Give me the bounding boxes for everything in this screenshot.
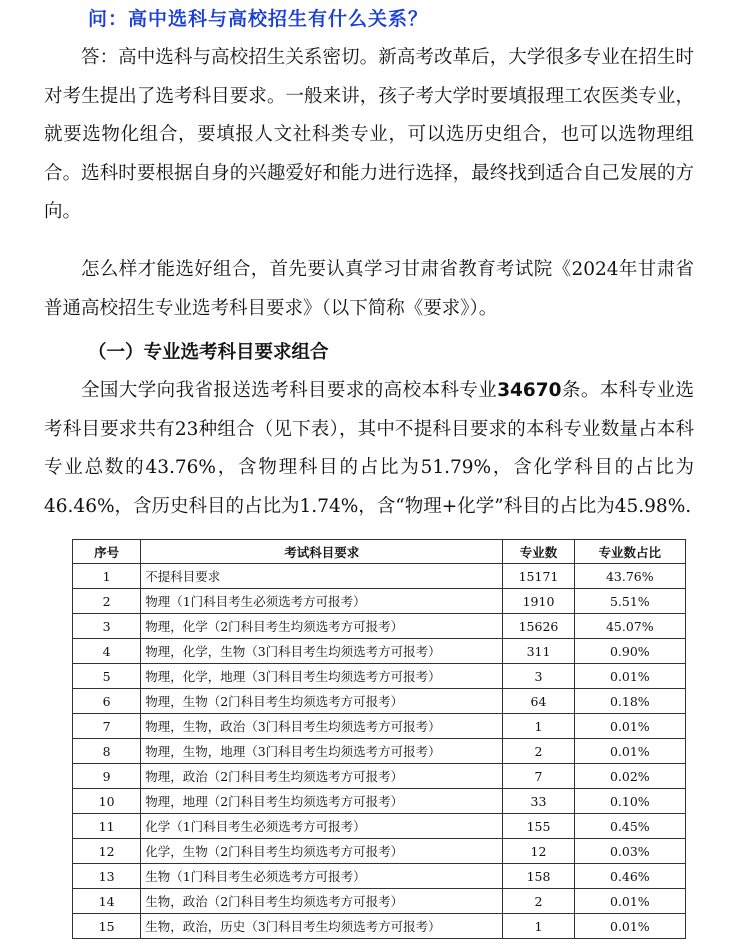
cell-no: 4 bbox=[73, 639, 141, 664]
guidance-paragraph: 怎么样才能选好组合，首先要认真学习甘肃省教育考试院《2024年甘肃省普通高校招生专业选考科目要求》（以下简称《要求》）。 bbox=[44, 259, 694, 319]
header-count: 专业数 bbox=[503, 540, 574, 564]
cell-no: 12 bbox=[73, 839, 141, 864]
cell-no: 8 bbox=[73, 739, 141, 764]
cell-percentage: 0.18% bbox=[574, 689, 685, 714]
statistics-paragraph bbox=[44, 372, 694, 526]
cell-count: 15171 bbox=[503, 564, 574, 589]
question-heading: 问：高中选科与高校招生有什么关系？ bbox=[88, 8, 429, 30]
cell-percentage: 0.10% bbox=[574, 789, 685, 814]
cell-no: 13 bbox=[73, 864, 141, 889]
table-row bbox=[73, 789, 686, 814]
cell-no: 1 bbox=[73, 564, 141, 589]
cell-requirement: 化学，生物（2门科目考生均须选考方可报考） bbox=[141, 839, 503, 864]
cell-requirement: 生物，政治（2门科目考生均须选考方可报考） bbox=[141, 889, 503, 914]
cell-no: 6 bbox=[73, 689, 141, 714]
table-row bbox=[73, 739, 686, 764]
header-percentage: 专业数占比 bbox=[574, 540, 685, 564]
cell-no: 15 bbox=[73, 914, 141, 939]
table-row bbox=[73, 564, 686, 589]
cell-requirement: 物理，生物（2门科目考生均须选考方可报考） bbox=[141, 689, 503, 714]
table-row bbox=[73, 714, 686, 739]
cell-no: 2 bbox=[73, 589, 141, 614]
table-body bbox=[73, 564, 686, 939]
cell-percentage: 0.46% bbox=[574, 864, 685, 889]
cell-percentage: 0.01% bbox=[574, 889, 685, 914]
table-row bbox=[73, 889, 686, 914]
table-row bbox=[73, 864, 686, 889]
cell-count: 64 bbox=[503, 689, 574, 714]
cell-requirement: 化学（1门科目考生必须选考方可报考） bbox=[141, 814, 503, 839]
cell-requirement: 物理，化学（2门科目考生均须选考方可报考） bbox=[141, 614, 503, 639]
cell-no: 10 bbox=[73, 789, 141, 814]
cell-no: 7 bbox=[73, 714, 141, 739]
cell-percentage: 5.51% bbox=[574, 589, 685, 614]
cell-no: 14 bbox=[73, 889, 141, 914]
stats-text-before: 全国大学向我省报送选考科目要求的高校本科专业 bbox=[81, 380, 498, 401]
cell-requirement: 物理，政治（2门科目考生均须选考方可报考） bbox=[141, 764, 503, 789]
cell-count: 2 bbox=[503, 889, 574, 914]
cell-no: 9 bbox=[73, 764, 141, 789]
cell-percentage: 43.76% bbox=[574, 564, 685, 589]
cell-no: 5 bbox=[73, 664, 141, 689]
cell-count: 2 bbox=[503, 739, 574, 764]
cell-requirement: 生物（1门科目考生必须选考方可报考） bbox=[141, 864, 503, 889]
cell-percentage: 45.07% bbox=[574, 614, 685, 639]
cell-percentage: 0.90% bbox=[574, 639, 685, 664]
table-row bbox=[73, 764, 686, 789]
section-title: （一）专业选考科目要求组合 bbox=[88, 342, 329, 363]
cell-percentage: 0.01% bbox=[574, 739, 685, 764]
cell-count: 158 bbox=[503, 864, 574, 889]
cell-requirement: 物理，生物，地理（3门科目考生均须选考方可报考） bbox=[141, 739, 503, 764]
cell-percentage: 0.01% bbox=[574, 664, 685, 689]
table-row bbox=[73, 814, 686, 839]
subject-requirements-table bbox=[72, 539, 686, 939]
table-row bbox=[73, 589, 686, 614]
stats-text-after: 条。本科专业选考科目要求共有23种组合（见下表），其中不提科目要求的本科专业数量占本科专业总数的43.76%，含物理科目的占比为51.79%，含化学科目的占比为46.46%，含历史科目的占比为1.74%，含“物理+化学”科目的占比为45.98%. bbox=[44, 380, 694, 517]
cell-count: 311 bbox=[503, 639, 574, 664]
table-header-row bbox=[73, 540, 686, 564]
cell-requirement: 不提科目要求 bbox=[141, 564, 503, 589]
cell-requirement: 物理，地理（2门科目考生均须选考方可报考） bbox=[141, 789, 503, 814]
cell-count: 33 bbox=[503, 789, 574, 814]
cell-requirement: 物理，化学，生物（3门科目考生均须选考方可报考） bbox=[141, 639, 503, 664]
cell-count: 3 bbox=[503, 664, 574, 689]
header-requirement: 考试科目要求 bbox=[141, 540, 503, 564]
answer-paragraph: 答：高中选科与高校招生关系密切。新高考改革后，大学很多专业在招生时对考生提出了选考科目要求。一般来讲，孩子考大学时要填报理工农医类专业，就要选物化组合，要填报人文社科类专业，可以选历史组合，也可以选物理组合。选科时要根据自身的兴趣爱好和能力进行选择，最终找到适合自己发展的方向。 bbox=[44, 47, 694, 222]
cell-percentage: 0.03% bbox=[574, 839, 685, 864]
cell-count: 12 bbox=[503, 839, 574, 864]
stats-total-number: 34670 bbox=[497, 380, 562, 401]
cell-percentage: 0.01% bbox=[574, 714, 685, 739]
cell-no: 3 bbox=[73, 614, 141, 639]
table-row bbox=[73, 664, 686, 689]
cell-requirement: 生物，政治，历史（3门科目考生均须选考方可报考） bbox=[141, 914, 503, 939]
cell-percentage: 0.02% bbox=[574, 764, 685, 789]
cell-count: 1 bbox=[503, 914, 574, 939]
table-row bbox=[73, 614, 686, 639]
cell-requirement: 物理（1门科目考生必须选考方可报考） bbox=[141, 589, 503, 614]
cell-percentage: 0.45% bbox=[574, 814, 685, 839]
cell-count: 7 bbox=[503, 764, 574, 789]
cell-percentage: 0.01% bbox=[574, 914, 685, 939]
cell-no: 11 bbox=[73, 814, 141, 839]
table-row bbox=[73, 689, 686, 714]
cell-count: 15626 bbox=[503, 614, 574, 639]
cell-count: 1910 bbox=[503, 589, 574, 614]
table-row bbox=[73, 839, 686, 864]
table-row bbox=[73, 639, 686, 664]
cell-count: 155 bbox=[503, 814, 574, 839]
cell-count: 1 bbox=[503, 714, 574, 739]
table-row bbox=[73, 914, 686, 939]
cell-requirement: 物理，化学，地理（3门科目考生均须选考方可报考） bbox=[141, 664, 503, 689]
cell-requirement: 物理，生物，政治（3门科目考生均须选考方可报考） bbox=[141, 714, 503, 739]
header-no: 序号 bbox=[73, 540, 141, 564]
